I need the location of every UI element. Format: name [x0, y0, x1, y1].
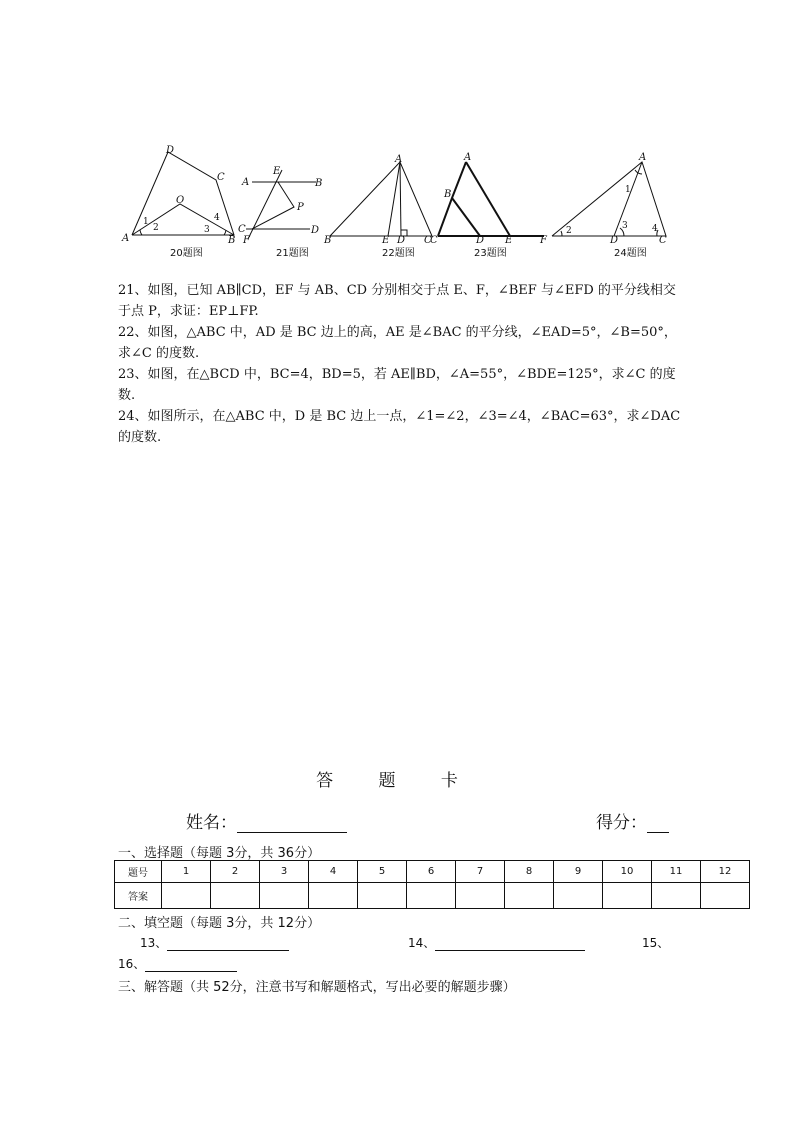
answer-cell-3[interactable]: [260, 883, 309, 909]
fig20-angle-4: 4: [214, 213, 220, 223]
fill-item-16: [118, 955, 237, 972]
fig22-caption: 22题图: [382, 248, 415, 259]
fig24-angle-3: 3: [622, 221, 628, 231]
fig20-point-b: B: [228, 235, 236, 246]
fig21-point-b: B: [315, 178, 323, 189]
fig24-point-a: A: [639, 152, 647, 163]
figures-strip: [118, 140, 678, 265]
table-num-2: 2: [211, 861, 260, 883]
fill-14-label: 14、: [408, 936, 436, 950]
table-num-8: 8: [505, 861, 554, 883]
score-label: 得分：: [596, 813, 647, 833]
fig22-point-c: C: [424, 235, 432, 246]
fill-item-13: [140, 934, 289, 951]
table-num-11: 11: [652, 861, 701, 883]
fig21-point-e: E: [273, 166, 281, 177]
table-num-1: 1: [162, 861, 211, 883]
fig22-point-a: A: [395, 154, 403, 165]
fill-14-blank[interactable]: [435, 936, 585, 951]
fig21-caption: 21题图: [276, 248, 309, 259]
fig24-point-c: C: [659, 235, 667, 246]
table-num-9: 9: [554, 861, 603, 883]
fig23-point-e: E: [505, 235, 513, 246]
fig22-point-e: E: [382, 235, 390, 246]
fig22-point-d: D: [397, 235, 406, 246]
table-num-6: 6: [407, 861, 456, 883]
fig24-angle-2: 2: [566, 226, 572, 236]
table-num-3: 3: [260, 861, 309, 883]
fig23-caption: 23题图: [474, 248, 507, 259]
answer-cell-10[interactable]: [603, 883, 652, 909]
fill-16-blank[interactable]: [145, 957, 237, 972]
table-num-10: 10: [603, 861, 652, 883]
fig23-point-d: D: [476, 235, 485, 246]
table-num-7: 7: [456, 861, 505, 883]
fig20-angle-2: 2: [153, 223, 159, 233]
section-choice-heading: 一、选择题（每题 3分，共 36分）: [118, 846, 321, 861]
fill-15-label: 15、: [642, 936, 670, 950]
geometry-figures: [118, 140, 678, 265]
problem-24: 24、如图所示，在△ABC 中，D 是 BC 边上一点，∠1=∠2，∠3=∠4，∠BAC=63°，求∠DAC 的度数.: [118, 409, 681, 445]
fig20-point-d: D: [166, 145, 175, 156]
table-num-4: 4: [309, 861, 358, 883]
answer-card-title: 答 题 卡: [316, 771, 478, 791]
fig20-angle-3: 3: [204, 225, 210, 235]
answer-cell-7[interactable]: [456, 883, 505, 909]
problem-21: 21、如图，已知 AB∥CD，EF 与 AB、CD 分别相交于点 E、F，∠BEF 与∠EFD 的平分线相交于点 P，求证：EP⊥FP.: [118, 283, 676, 319]
problem-22: 22、如图，△ABC 中，AD 是 BC 边上的高，AE 是∠BAC 的平分线，∠EAD=5°，∠B=50°，求∠C 的度数.: [118, 325, 677, 361]
answer-cell-5[interactable]: [358, 883, 407, 909]
answer-cell-6[interactable]: [407, 883, 456, 909]
fig21-point-f: F: [243, 235, 250, 246]
fig21-point-p: P: [297, 202, 304, 213]
table-row-label: 答案: [115, 883, 162, 909]
fig20-caption: 20题图: [170, 248, 203, 259]
fig24-point-d: D: [610, 235, 619, 246]
fill-13-label: 13、: [140, 936, 168, 950]
section-solve-heading: 三、解答题（共 52分，注意书写和解题格式，写出必要的解题步骤）: [118, 980, 516, 995]
fig24-caption: 24题图: [614, 248, 647, 259]
fill-item-14: [408, 934, 585, 951]
fig21-point-c: C: [238, 224, 246, 235]
fig24-point-f: F: [540, 235, 547, 246]
name-blank[interactable]: [237, 814, 347, 833]
fig20-angle-1: 1: [143, 217, 149, 227]
fig23-point-b: B: [444, 189, 452, 200]
answer-cell-12[interactable]: [701, 883, 750, 909]
answer-cell-1[interactable]: [162, 883, 211, 909]
fill-item-15: [642, 934, 669, 951]
table-header-label: 题号: [115, 861, 162, 883]
table-num-5: 5: [358, 861, 407, 883]
fig23-point-a: A: [464, 152, 472, 163]
score-field: [596, 808, 669, 833]
name-label: 姓名：: [186, 813, 237, 833]
fill-13-blank[interactable]: [167, 936, 289, 951]
answer-cell-8[interactable]: [505, 883, 554, 909]
fig20-point-c: C: [217, 172, 225, 183]
problem-list: [118, 280, 688, 448]
problem-23: 23、如图，在△BCD 中，BC=4，BD=5，若 AE∥BD，∠A=55°，∠BDE=125°，求∠C 的度数.: [118, 367, 676, 403]
fig21-point-a: A: [242, 177, 250, 188]
score-blank[interactable]: [647, 814, 669, 833]
answer-cell-11[interactable]: [652, 883, 701, 909]
name-field: [186, 808, 347, 833]
answer-cell-4[interactable]: [309, 883, 358, 909]
fig21-point-d: D: [311, 225, 320, 236]
fig20-point-o: O: [176, 195, 185, 206]
fig24-angle-4: 4: [652, 224, 658, 234]
answer-cell-9[interactable]: [554, 883, 603, 909]
fill-16-label: 16、: [118, 957, 146, 971]
fig22-point-b: B: [324, 235, 332, 246]
answer-cell-2[interactable]: [211, 883, 260, 909]
fig20-point-a: A: [122, 233, 130, 244]
section-fill-heading: 二、填空题（每题 3分，共 12分）: [118, 916, 321, 931]
table-num-12: 12: [701, 861, 750, 883]
answer-table: [114, 860, 750, 909]
fig24-angle-1: 1: [625, 185, 631, 195]
fig23-point-c: C: [430, 235, 438, 246]
